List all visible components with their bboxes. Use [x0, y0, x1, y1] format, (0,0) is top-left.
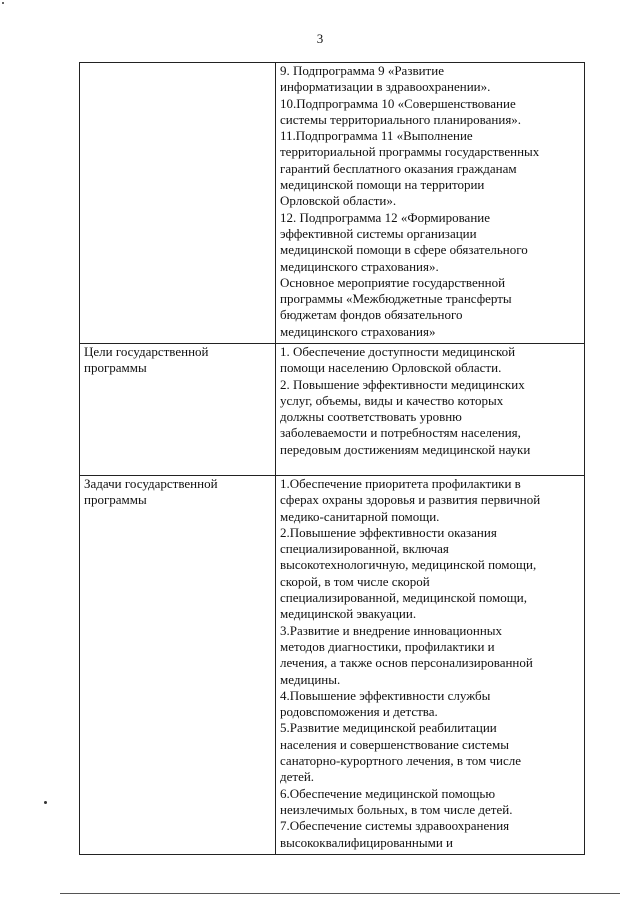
- text-line: скорой, в том числе скорой: [280, 573, 430, 589]
- row-label-cell: [80, 476, 276, 855]
- text-line: высокотехнологичную, медицинской помощи,: [280, 557, 537, 573]
- text-line: детей.: [280, 769, 315, 785]
- text-line: информатизации в здравоохранении».: [280, 79, 491, 95]
- row-label-line: Цели государственной: [84, 344, 209, 359]
- text-line: населения и совершенствование системы: [280, 736, 509, 752]
- row-label-line: программы: [84, 360, 147, 376]
- text-line: бюджетам фондов обязательного: [280, 307, 463, 323]
- text-line: передовым достижениям медицинской науки: [280, 441, 531, 457]
- text-line: программы «Межбюджетные трансферты: [280, 291, 512, 307]
- text-line: специализированной, медицинской помощи,: [280, 590, 527, 606]
- text-line: медицины.: [280, 671, 341, 687]
- text-line: медицинской помощи на территории: [280, 177, 485, 193]
- text-line: медицинского страхования».: [280, 258, 439, 274]
- text-line: 2. Повышение эффективности медицинских: [280, 376, 525, 392]
- text-line: высококвалифицированными и: [280, 834, 453, 850]
- text-line: специализированной, включая: [280, 541, 449, 557]
- text-line: медицинской эвакуации.: [280, 606, 417, 622]
- scan-edge-line: [60, 893, 620, 894]
- text-line: Орловской области».: [280, 193, 397, 209]
- text-line: должны соответствовать уровню: [280, 409, 462, 425]
- text-line: сферах охраны здоровья и развития первичной: [280, 492, 541, 508]
- text-line: территориальной программы государственных: [280, 144, 540, 160]
- text-line: 4.Повышение эффективности службы: [280, 687, 491, 703]
- text-line: медицинской помощи в сфере обязательного: [280, 242, 528, 258]
- text-line: системы территориального планирования».: [280, 111, 522, 127]
- text-line: 3.Развитие и внедрение инновационных: [280, 622, 503, 638]
- text-line: неизлечимых больных, в том числе детей.: [280, 801, 513, 817]
- table-row-goals: [80, 344, 585, 476]
- scan-speck: [2, 2, 4, 4]
- scan-speck: [44, 801, 47, 804]
- text-line: 12. Подпрограмма 12 «Формирование: [280, 209, 490, 225]
- table-row-subprograms: [80, 63, 585, 344]
- text-line: услуг, объемы, виды и качество которых: [280, 392, 504, 408]
- row-label-cell: [80, 344, 276, 476]
- text-line: лечения, а также основ персонализированной: [280, 655, 533, 671]
- text-line: эффективной системы организации: [280, 225, 477, 241]
- text-line: 2.Повышение эффективности оказания: [280, 524, 497, 540]
- text-line: гарантий бесплатного оказания гражданам: [280, 160, 517, 176]
- text-line: 9. Подпрограмма 9 «Развитие: [280, 63, 444, 78]
- row-label-line: Задачи государственной: [84, 476, 218, 491]
- row-content-cell: [276, 63, 585, 344]
- text-line: 1. Обеспечение доступности медицинской: [280, 344, 516, 359]
- row-label-line: программы: [84, 492, 147, 508]
- table-row-tasks: [80, 476, 585, 855]
- text-line: 11.Подпрограмма 11 «Выполнение: [280, 128, 473, 144]
- text-line: 10.Подпрограмма 10 «Совершенствование: [280, 95, 516, 111]
- row-content-cell: [276, 476, 585, 855]
- text-line: 6.Обеспечение медицинской помощью: [280, 785, 496, 801]
- text-line: заболеваемости и потребностям населения,: [280, 425, 521, 441]
- text-line: 1.Обеспечение приоритета профилактики в: [280, 476, 521, 491]
- row-label-cell: [80, 63, 276, 344]
- text-line: методов диагностики, профилактики и: [280, 638, 495, 654]
- text-line: помощи населению Орловской области.: [280, 360, 502, 376]
- page-number: 3: [316, 31, 324, 46]
- program-passport-table: [79, 62, 585, 855]
- text-line: Основное мероприятие государственной: [280, 274, 506, 290]
- text-line: родовспоможения и детства.: [280, 704, 438, 720]
- text-line: медико-санитарной помощи.: [280, 508, 440, 524]
- text-line: 5.Развитие медицинской реабилитации: [280, 720, 497, 736]
- text-line: 7.Обеспечение системы здравоохранения: [280, 818, 510, 834]
- text-line: медицинского страхования»: [280, 323, 436, 339]
- text-line: санаторно-курортного лечения, в том числе: [280, 753, 522, 769]
- row-content-cell: [276, 344, 585, 476]
